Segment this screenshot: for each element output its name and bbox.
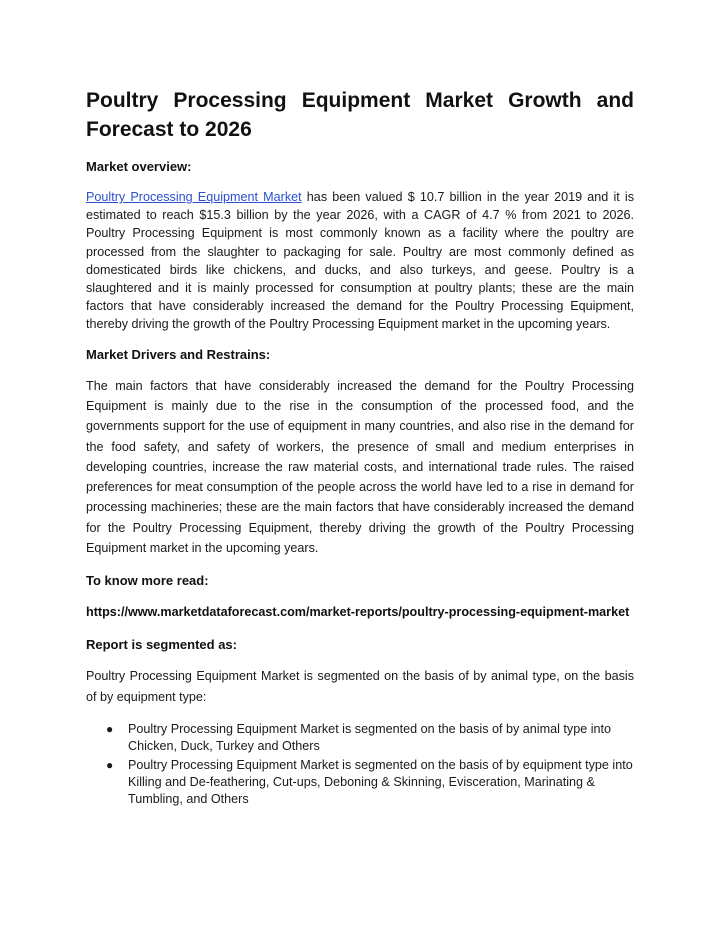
overview-paragraph xyxy=(86,188,634,334)
segmentation-heading: Report is segmented as: xyxy=(86,637,237,653)
bullet-icon: ● xyxy=(106,721,114,736)
overview-heading: Market overview: xyxy=(86,159,192,174)
list-item xyxy=(106,757,634,808)
list-item-text: Poultry Processing Equipment Market is segmented on the basis of by equipment type into Killing and De-feathering, Cut-ups, Deboning & Skinning, Evisceration, Marinating & Tumbling, and Others xyxy=(128,757,633,806)
segmentation-list xyxy=(86,721,634,808)
list-item-text: Poultry Processing Equipment Market is segmented on the basis of by animal type into Chicken, Duck, Turkey and Others xyxy=(128,721,612,753)
segmentation-intro: Poultry Processing Equipment Market is segmented on the basis of by animal type, on the basis of by equipment type: xyxy=(86,669,634,704)
drivers-paragraph: The main factors that have considerably increased the demand for the Poultry Processing Equipment is mainly due to the rise in the consumption of the processed food, and the governments support for the use of equipment in many countries, and also rise in the demand for the food safety, and safety of workers, the presence of small and medium enterprises in developing countries, increase the raw material costs, and international trade rules. The raised preferences for meat consumption of the people across the world have led to a rise in demand for processing machineries; these are the main factors that have considerably increased the demand for the Poultry Processing Equipment, thereby driving the growth of the Poultry Processing Equipment market in the upcoming years. xyxy=(86,378,634,555)
know-more-heading: To know more read: xyxy=(86,573,209,589)
market-report-link[interactable]: Poultry Processing Equipment Market xyxy=(86,190,302,204)
document-title: Poultry Processing Equipment Market Growth and Forecast to 2026 xyxy=(86,89,634,141)
report-url[interactable]: https://www.marketdataforecast.com/market-reports/poultry-processing-equipment-market xyxy=(86,605,630,620)
drivers-heading: Market Drivers and Restrains: xyxy=(86,346,271,362)
overview-body: has been valued $ 10.7 billion in the year 2019 and it is estimated to reach $15.3 billion by the year 2026, with a CAGR of 4.7 % from 2021 to 2026. Poultry Processing Equipment is most commonly known as a facility where the poultry are processed from the slaughter to packaging for sale. Poultry are most commonly defined as domesticated birds like chickens, and ducks, and also turkeys, and geese. Poultry is a slaughtered and it is mainly processed for consumption at poultry plants; these are the main factors that have considerably increased the demand for the Poultry Processing Equipment, thereby driving the growth of the Poultry Processing Equipment market in the upcoming years. xyxy=(86,190,635,332)
list-item xyxy=(106,721,634,755)
bullet-icon: ● xyxy=(106,757,114,772)
